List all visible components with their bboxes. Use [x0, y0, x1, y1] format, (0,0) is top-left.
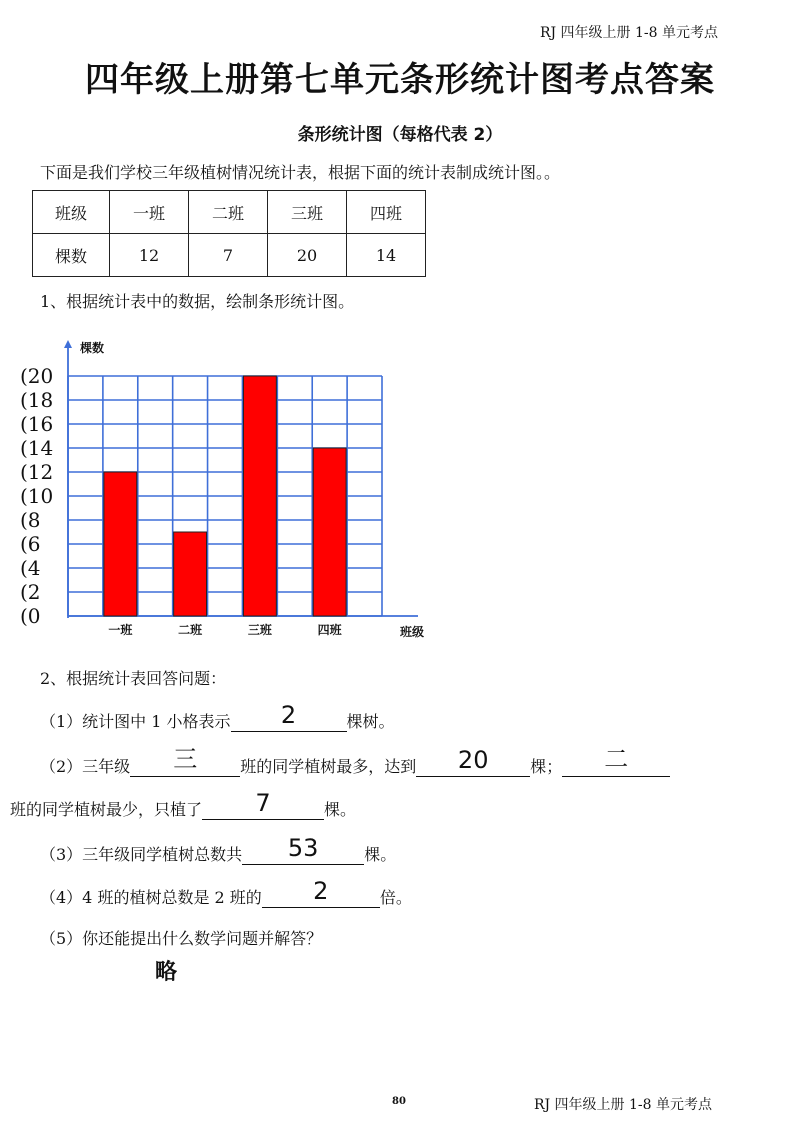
- y-tick-label: (14: [20, 436, 54, 460]
- y-tick-label: (16: [20, 412, 54, 436]
- answer-blank: [130, 745, 240, 777]
- section-subtitle: 条形统计图（每格代表 2）: [297, 125, 503, 145]
- stats-table: [32, 190, 426, 277]
- y-axis-title: 棵数: [80, 341, 105, 355]
- question-2-5: （5）你还能提出什么数学问题并解答？: [40, 929, 323, 948]
- table-cell: 四班: [347, 191, 426, 234]
- table-cell: 二班: [189, 191, 268, 234]
- y-tick-label: (12: [20, 460, 54, 484]
- question-2-1: [40, 701, 670, 732]
- text: 班的同学植树最少，只植了: [10, 800, 203, 819]
- text: （4）4 班的植树总数是 2 班的: [40, 888, 262, 907]
- question-2-heading: 2、根据统计表回答问题：: [40, 669, 227, 688]
- answer-text: 2: [313, 877, 329, 905]
- bar-chart: [14, 336, 454, 646]
- y-axis-arrow: [64, 340, 72, 348]
- question-1: 1、根据统计表中的数据，绘制条形统计图。: [40, 292, 355, 311]
- y-tick-label: (6: [20, 532, 41, 556]
- answer-blank: [202, 789, 324, 820]
- answer-text: 7: [255, 789, 271, 817]
- text: （3）三年级同学植树总数共: [40, 845, 243, 864]
- text: （1）统计图中 1 小格表示: [40, 712, 231, 731]
- answer-blank: [262, 877, 380, 908]
- answer-blank: [416, 746, 530, 777]
- y-tick-label: (0: [20, 604, 41, 628]
- answer-blank: [242, 834, 364, 865]
- bar-1: [104, 472, 137, 616]
- x-tick-label: 三班: [247, 623, 272, 637]
- table-header-cell: 班级: [33, 191, 110, 234]
- text: 倍。: [379, 888, 412, 907]
- table-cell: 20: [268, 234, 347, 277]
- question-2-3: [40, 834, 670, 865]
- text: 棵树。: [346, 712, 395, 731]
- text: 棵；: [530, 757, 563, 776]
- answer-text: 二: [604, 745, 629, 773]
- answer-blank: [562, 745, 670, 777]
- answer-text: 2: [280, 701, 297, 729]
- page-title: 四年级上册第七单元条形统计图考点答案: [85, 60, 715, 100]
- x-axis-title: 班级: [400, 625, 425, 639]
- x-tick-label: 四班: [317, 623, 342, 637]
- bar-3: [243, 376, 276, 616]
- intro-text: 下面是我们学校三年级植树情况统计表，根据下面的统计表制成统计图。。: [40, 163, 561, 182]
- page-header: RJ 四年级上册 1-8 单元考点: [539, 25, 718, 41]
- text: 班的同学植树最多，达到: [240, 757, 417, 776]
- text: （2）三年级: [40, 757, 131, 776]
- question-2-block: [10, 666, 670, 949]
- table-cell: 三班: [268, 191, 347, 234]
- answer-omitted: 略: [155, 960, 178, 985]
- bar-2: [174, 532, 207, 616]
- y-tick-label: (10: [20, 484, 54, 508]
- answer-blank: [231, 701, 347, 732]
- question-2-2-cont: [10, 789, 670, 820]
- x-tick-label: 二班: [178, 623, 203, 637]
- y-tick-label: (8: [20, 508, 41, 532]
- page-footer: RJ 四年级上册 1-8 单元考点: [533, 1097, 712, 1113]
- table-cell: 14: [347, 234, 426, 277]
- answer-text: 53: [287, 834, 319, 862]
- answer-text: 三: [173, 745, 198, 773]
- text: 棵。: [324, 800, 357, 819]
- page-number: 80: [392, 1096, 406, 1107]
- y-tick-label: (2: [20, 580, 41, 604]
- question-2-2: [40, 745, 670, 777]
- table-cell: 7: [189, 234, 268, 277]
- bar-4: [313, 448, 346, 616]
- table-cell: 一班: [110, 191, 189, 234]
- y-tick-label: (4: [20, 556, 41, 580]
- question-2-4: [40, 877, 670, 908]
- answer-text: 20: [457, 746, 489, 774]
- text: 棵。: [364, 845, 397, 864]
- x-tick-label: 一班: [108, 623, 133, 637]
- table-row: [33, 234, 426, 277]
- table-header-cell: 棵数: [33, 234, 110, 277]
- y-tick-label: (20: [20, 364, 54, 388]
- table-cell: 12: [110, 234, 189, 277]
- table-row: [33, 191, 426, 234]
- y-tick-label: (18: [20, 388, 54, 412]
